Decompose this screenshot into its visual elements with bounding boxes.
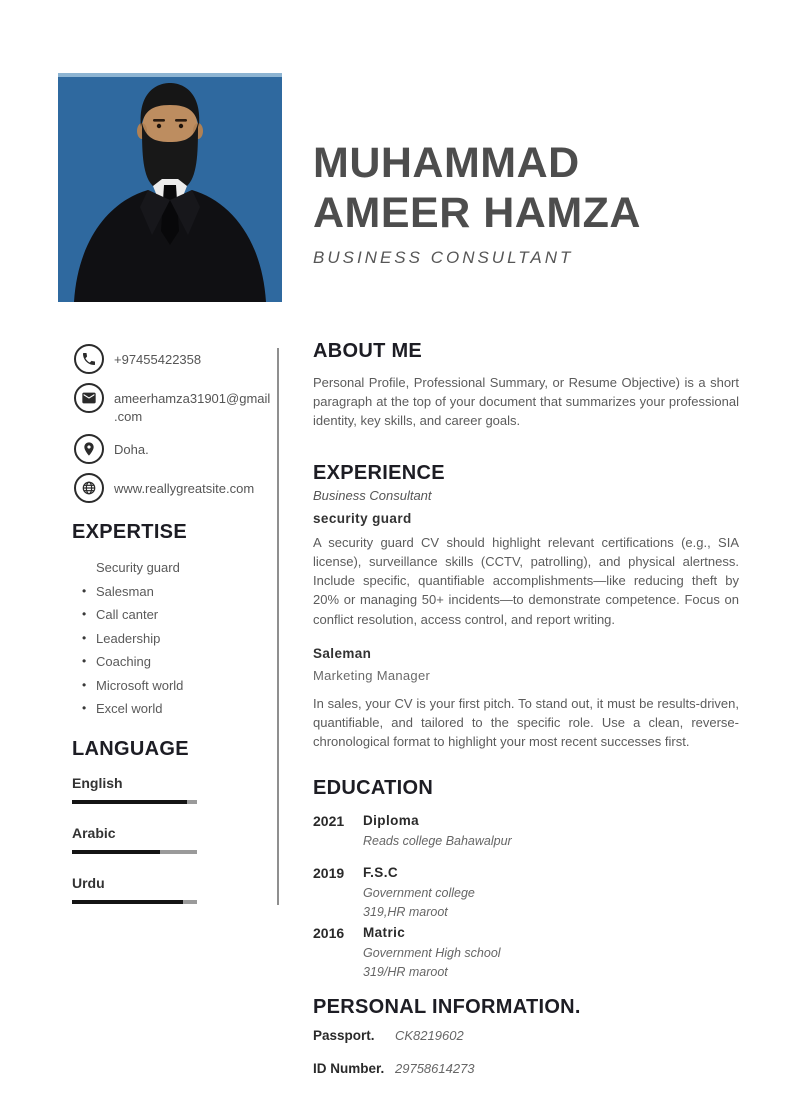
language-item <box>72 775 265 804</box>
job-description-2: In sales, your CV is your first pitch. To stand out, it must be results-driven, quantifiable, and tailored to the specific role. Use a clean, reverse-chronological format to highlight your most recent successes first. <box>313 695 739 750</box>
education-row <box>313 865 739 922</box>
language-bar-fill <box>72 900 183 904</box>
phone-number <box>114 344 201 369</box>
location-icon <box>74 434 104 464</box>
personal-information-row <box>313 1028 739 1043</box>
language-name: English <box>72 775 123 792</box>
language-bar-track <box>72 900 197 904</box>
education-degree: Matric <box>363 924 406 940</box>
education-degree: F.S.C <box>363 865 399 881</box>
website-url <box>114 473 254 498</box>
education-degree: Diploma <box>363 812 420 828</box>
language-item <box>72 825 265 854</box>
sidebar <box>60 344 271 925</box>
passport-value: CK8219602 <box>395 1028 464 1044</box>
job-title: BUSINESS CONSULTANT <box>313 247 574 267</box>
education-heading: EDUCATION <box>313 776 434 799</box>
expertise-item: • Call canter <box>84 607 265 622</box>
main-content <box>313 340 739 1094</box>
education-institution: Government college <box>363 886 475 901</box>
education-institution: Reads college Bahawalpur <box>363 833 512 848</box>
language-bar-track <box>72 850 197 854</box>
education-year: 2019 <box>313 865 345 882</box>
personal-information-section <box>313 996 739 1076</box>
expertise-item: • Microsoft world <box>84 678 265 693</box>
email-icon <box>74 383 104 413</box>
language-name: Urdu <box>72 875 105 892</box>
column-divider <box>277 348 279 905</box>
email-line-2: .com <box>114 408 143 424</box>
education-detail: 319,HR maroot <box>363 905 448 920</box>
education-row <box>313 813 739 851</box>
expertise-item: Security guard <box>96 560 180 576</box>
experience-section <box>313 462 739 752</box>
experience-role-title: Business Consultant <box>313 487 432 503</box>
education-details <box>363 925 501 982</box>
personal-information-list <box>313 1028 739 1076</box>
profile-photo <box>58 73 282 302</box>
email-line-1: ameerhamza31901@gmail <box>114 391 271 406</box>
id-number-value: 29758614273 <box>395 1061 475 1077</box>
expertise-item: • Leadership <box>84 631 265 646</box>
phone-icon <box>74 344 104 374</box>
contact-email <box>74 383 271 425</box>
education-section <box>313 777 739 982</box>
phone-line: +97455422358 <box>114 352 202 367</box>
language-list <box>72 775 265 904</box>
language-item <box>72 875 265 904</box>
education-year: 2021 <box>313 812 345 829</box>
website-line: www.reallygreatsite.com <box>114 481 255 497</box>
language-heading: LANGUAGE <box>72 738 189 761</box>
name-line-1: MUHAMMAD <box>313 139 580 187</box>
job-title-2: Saleman <box>313 645 372 661</box>
location-line: Doha. <box>114 442 149 458</box>
contact-phone <box>74 344 265 374</box>
education-details <box>363 813 512 851</box>
name-line-2: AMEER HAMZA <box>313 189 641 238</box>
expertise-item: • Coaching <box>84 654 265 669</box>
education-institution: Government High school <box>363 945 501 960</box>
location-text <box>114 434 149 459</box>
expertise-list <box>84 560 265 716</box>
language-bar-fill <box>72 850 160 854</box>
contact-website <box>74 473 265 503</box>
email-address <box>114 383 270 425</box>
profile-photo-illustration <box>58 73 282 302</box>
language-bar-fill <box>72 800 187 804</box>
about-text: Personal Profile, Professional Summary, or Resume Objective) is a short paragraph at the top of your document that summarizes your professional identity, key skills, and career goals. <box>313 375 739 429</box>
education-details <box>363 865 475 922</box>
expertise-item: • Excel world <box>84 701 265 716</box>
about-section <box>313 340 739 431</box>
personal-information-heading: PERSONAL INFORMATION. <box>313 996 581 1019</box>
education-row <box>313 925 739 982</box>
education-list <box>313 813 739 982</box>
id-number-label: ID Number. <box>313 1061 385 1077</box>
language-bar-track <box>72 800 197 804</box>
job-subtitle-2: Marketing Manager <box>313 667 431 683</box>
language-name: Arabic <box>72 825 116 842</box>
contact-section <box>74 344 271 503</box>
expertise-heading: EXPERTISE <box>72 521 187 544</box>
experience-heading: EXPERIENCE <box>313 461 445 484</box>
about-heading: ABOUT ME <box>313 340 423 362</box>
job-description-1: A security guard CV should highlight relevant certifications (e.g., SIA license), surveillance skills (CCTV, patrolling), and physical alertness. Include specific, quantifiable accomplishments—like reducing theft by 20% or managing 50+ incidents—to demonstrate competence. Focus on conflict resolution, access control, and report writing. <box>313 534 739 627</box>
globe-icon <box>74 473 104 503</box>
personal-information-row <box>313 1061 739 1076</box>
passport-label: Passport. <box>313 1028 375 1044</box>
education-detail: 319/HR maroot <box>363 964 448 979</box>
header <box>313 138 753 268</box>
job-title-1: security guard <box>313 510 412 526</box>
expertise-item: • Salesman <box>84 584 265 599</box>
education-year: 2016 <box>313 924 345 941</box>
contact-location <box>74 434 265 464</box>
